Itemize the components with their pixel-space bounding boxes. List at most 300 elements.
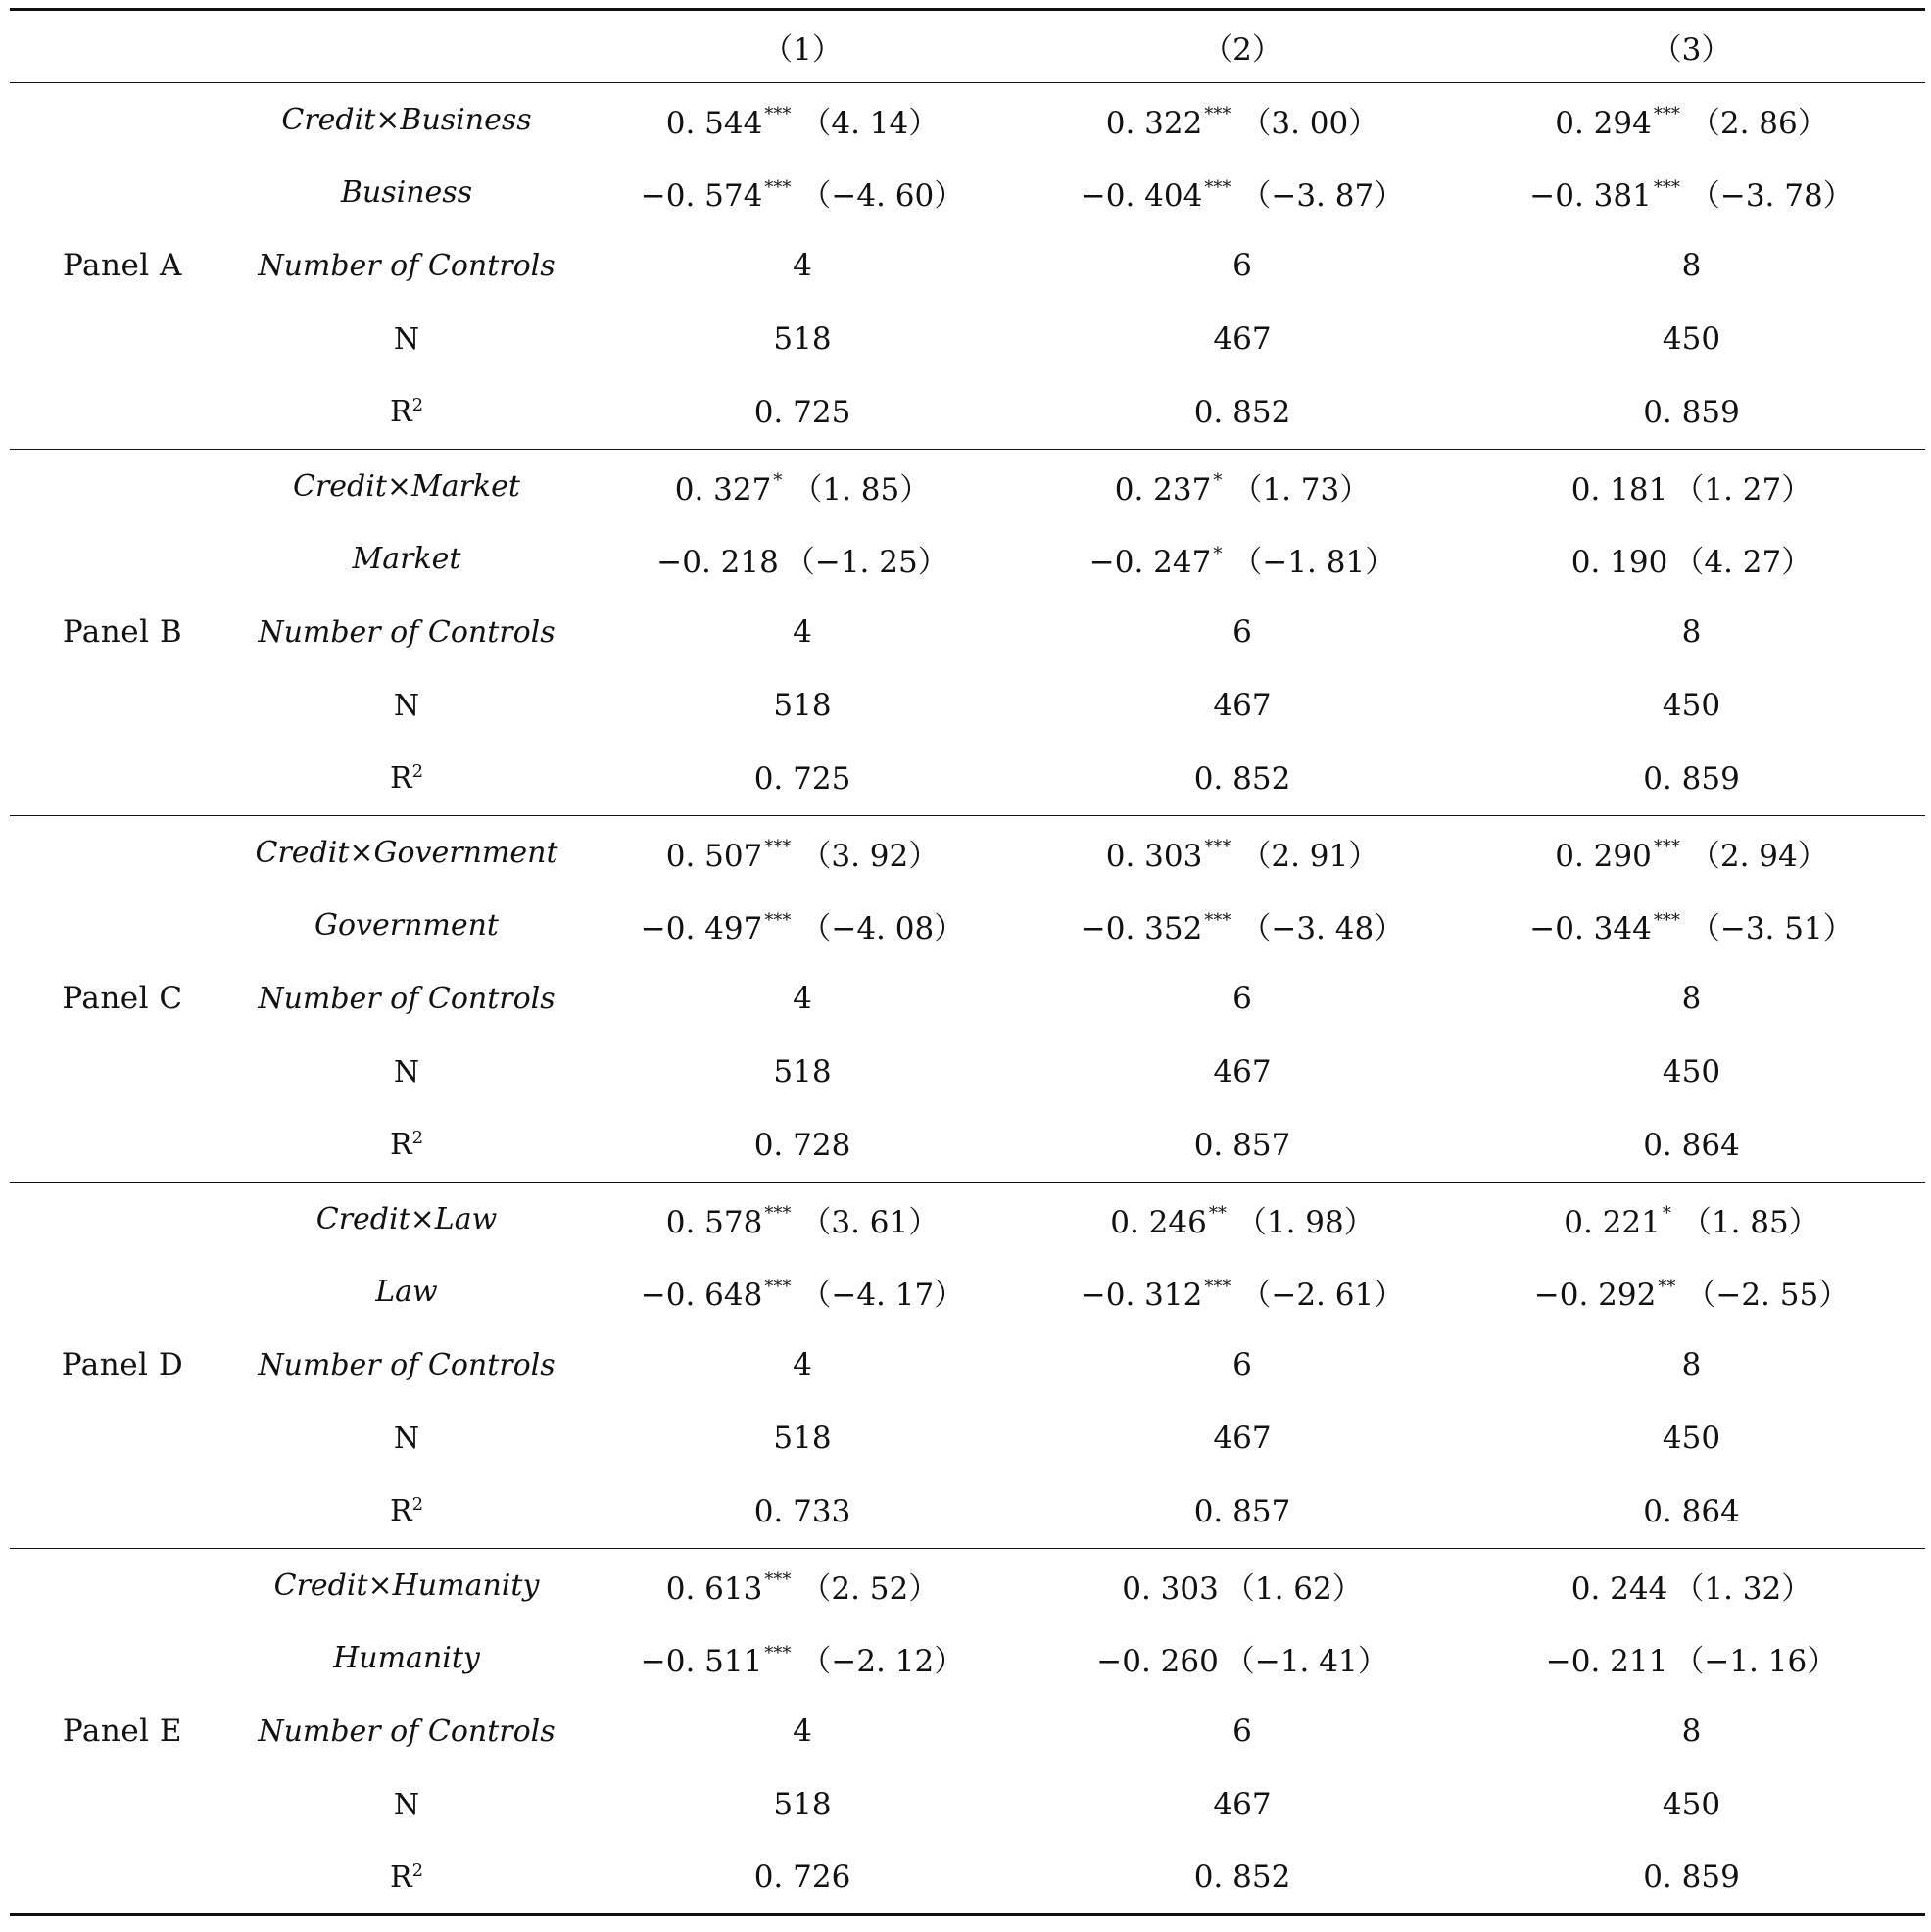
model-1-cell bbox=[578, 1621, 1027, 1695]
variable-name bbox=[235, 596, 578, 669]
table-row bbox=[10, 1255, 1925, 1328]
coefficient-value: −0. 497 bbox=[640, 911, 763, 947]
model-3-cell bbox=[1458, 522, 1925, 596]
variable-name bbox=[235, 229, 578, 303]
t-statistic: （−1. 25） bbox=[784, 545, 948, 581]
coefficient-value: −0. 344 bbox=[1529, 911, 1652, 947]
t-statistic: （−1. 81） bbox=[1231, 545, 1396, 581]
model-1-cell bbox=[578, 1109, 1027, 1183]
coefficient-value: 0. 852 bbox=[1193, 1860, 1291, 1896]
model-2-cell bbox=[1027, 1109, 1458, 1183]
variable-name bbox=[235, 1402, 578, 1475]
model-1-cell bbox=[578, 1695, 1027, 1768]
coefficient-value: 0. 852 bbox=[1193, 760, 1291, 797]
significance-stars: * bbox=[773, 470, 783, 492]
coefficient-value: 0. 290 bbox=[1555, 838, 1652, 874]
variable-name bbox=[235, 156, 578, 229]
model-1-cell bbox=[578, 83, 1027, 157]
superscript: 2 bbox=[411, 395, 424, 416]
model-3-cell bbox=[1458, 1255, 1925, 1328]
model-3-cell bbox=[1458, 1695, 1925, 1768]
coefficient-value: −0. 292 bbox=[1533, 1278, 1657, 1314]
coefficient-value: 0. 221 bbox=[1564, 1204, 1661, 1240]
coefficient-value: 0. 322 bbox=[1105, 105, 1203, 141]
model-2-cell bbox=[1027, 962, 1458, 1036]
significance-stars: *** bbox=[764, 1203, 792, 1225]
coefficient-value: 518 bbox=[773, 1787, 832, 1823]
coefficient-value: −0. 260 bbox=[1096, 1644, 1219, 1680]
coefficient-value: 0. 725 bbox=[753, 394, 851, 430]
model-2-cell bbox=[1027, 522, 1458, 596]
model-2-cell bbox=[1027, 1255, 1458, 1328]
model-1-cell bbox=[578, 889, 1027, 962]
significance-stars: * bbox=[1213, 543, 1223, 564]
significance-stars: * bbox=[1213, 470, 1223, 492]
panel-label: Panel E bbox=[62, 1713, 183, 1749]
coefficient-value: −0. 247 bbox=[1088, 545, 1212, 581]
significance-stars: * bbox=[1662, 1203, 1671, 1225]
table-row bbox=[10, 669, 1925, 743]
coefficient-value: 0. 859 bbox=[1643, 394, 1740, 430]
model-3-cell bbox=[1458, 1328, 1925, 1402]
table-header bbox=[10, 10, 1925, 83]
coefficient-value: 467 bbox=[1213, 321, 1272, 358]
coefficient-value: 450 bbox=[1662, 688, 1721, 724]
variable-label: N bbox=[393, 321, 420, 357]
coefficient-value: 450 bbox=[1662, 1421, 1721, 1457]
table-row bbox=[10, 1621, 1925, 1695]
coefficient-value: 8 bbox=[1681, 981, 1702, 1017]
coefficient-value: 518 bbox=[773, 688, 832, 724]
model-3-cell bbox=[1458, 1842, 1925, 1915]
superscript: 2 bbox=[411, 1494, 424, 1516]
coefficient-value: −0. 511 bbox=[640, 1644, 763, 1680]
table-row bbox=[10, 962, 1925, 1036]
table-row bbox=[10, 376, 1925, 450]
model-2-cell bbox=[1027, 1621, 1458, 1695]
t-statistic: （1. 85） bbox=[792, 471, 931, 507]
t-statistic: （3. 00） bbox=[1240, 105, 1379, 141]
coefficient-value: 0. 857 bbox=[1193, 1493, 1291, 1529]
variable-label: N bbox=[393, 1054, 420, 1089]
model-1-cell bbox=[578, 596, 1027, 669]
variable-label: Credit×Business bbox=[281, 102, 532, 137]
significance-stars: ** bbox=[1658, 1276, 1676, 1297]
header-model-2: （2） bbox=[1202, 32, 1282, 68]
coefficient-value: 4 bbox=[793, 1347, 812, 1383]
variable-name bbox=[235, 1036, 578, 1109]
variable-name bbox=[235, 1109, 578, 1183]
variable-name bbox=[235, 83, 578, 157]
model-1-cell bbox=[578, 1475, 1027, 1549]
significance-stars: *** bbox=[1653, 837, 1680, 858]
model-1-cell bbox=[578, 522, 1027, 596]
variable-name bbox=[235, 1548, 578, 1621]
coefficient-value: 450 bbox=[1662, 321, 1721, 358]
variable-label: R bbox=[389, 1128, 412, 1163]
model-1-cell bbox=[578, 1402, 1027, 1475]
coefficient-value: 6 bbox=[1232, 1347, 1252, 1383]
model-3-cell bbox=[1458, 1109, 1925, 1183]
coefficient-value: 0. 613 bbox=[665, 1570, 763, 1607]
coefficient-value: 0. 294 bbox=[1555, 105, 1652, 141]
model-2-cell bbox=[1027, 229, 1458, 303]
t-statistic: （−4. 17） bbox=[800, 1278, 965, 1314]
coefficient-value: −0. 574 bbox=[640, 178, 763, 215]
t-statistic: （−1. 16） bbox=[1673, 1644, 1838, 1680]
variable-label: Law bbox=[375, 1275, 438, 1310]
model-3-cell bbox=[1458, 815, 1925, 889]
model-2-cell bbox=[1027, 1328, 1458, 1402]
coefficient-value: 4 bbox=[793, 981, 812, 1017]
variable-name bbox=[235, 1328, 578, 1402]
panel-section bbox=[10, 449, 1925, 815]
coefficient-value: 0. 544 bbox=[665, 105, 763, 141]
coefficient-value: 467 bbox=[1213, 688, 1272, 724]
model-3-cell bbox=[1458, 376, 1925, 450]
coefficient-value: 6 bbox=[1232, 614, 1252, 651]
variable-label: Business bbox=[340, 175, 473, 211]
coefficient-value: −0. 312 bbox=[1080, 1278, 1203, 1314]
coefficient-value: −0. 648 bbox=[640, 1278, 763, 1314]
panel-section bbox=[10, 815, 1925, 1182]
variable-name bbox=[235, 815, 578, 889]
t-statistic: （2. 94） bbox=[1689, 838, 1828, 874]
model-2-cell bbox=[1027, 1548, 1458, 1621]
coefficient-value: 6 bbox=[1232, 248, 1252, 284]
model-2-cell bbox=[1027, 376, 1458, 450]
coefficient-value: 0. 246 bbox=[1110, 1204, 1207, 1240]
model-3-cell bbox=[1458, 449, 1925, 522]
coefficient-value: 8 bbox=[1681, 1347, 1702, 1383]
model-3-cell bbox=[1458, 1182, 1925, 1255]
model-1-cell bbox=[578, 1328, 1027, 1402]
table-row bbox=[10, 1036, 1925, 1109]
variable-label: R bbox=[389, 761, 412, 797]
significance-stars: *** bbox=[1204, 104, 1231, 125]
variable-name bbox=[235, 303, 578, 376]
variable-name bbox=[235, 962, 578, 1036]
significance-stars: *** bbox=[1204, 176, 1231, 198]
coefficient-value: 4 bbox=[793, 1714, 812, 1750]
model-1-cell bbox=[578, 1036, 1027, 1109]
variable-name bbox=[235, 1475, 578, 1549]
t-statistic: （1. 85） bbox=[1680, 1204, 1819, 1240]
t-statistic: （1. 32） bbox=[1673, 1570, 1812, 1607]
header-model-3: （3） bbox=[1651, 32, 1732, 68]
superscript: 2 bbox=[411, 1128, 424, 1149]
coefficient-value: 0. 733 bbox=[753, 1493, 851, 1529]
model-1-cell bbox=[578, 229, 1027, 303]
coefficient-value: 0. 190 bbox=[1570, 545, 1668, 581]
coefficient-value: 518 bbox=[773, 321, 832, 358]
panel-label: Panel D bbox=[61, 1347, 184, 1383]
variable-name bbox=[235, 1621, 578, 1695]
significance-stars: *** bbox=[764, 1642, 792, 1664]
table-row bbox=[10, 1328, 1925, 1402]
coefficient-value: −0. 352 bbox=[1080, 911, 1203, 947]
model-1-cell bbox=[578, 1842, 1027, 1915]
model-3-cell bbox=[1458, 962, 1925, 1036]
model-1-cell bbox=[578, 156, 1027, 229]
coefficient-value: 0. 859 bbox=[1643, 760, 1740, 797]
model-1-cell bbox=[578, 449, 1027, 522]
model-2-cell bbox=[1027, 1182, 1458, 1255]
panel-label: Panel C bbox=[62, 981, 183, 1017]
t-statistic: （−2. 55） bbox=[1685, 1278, 1850, 1314]
model-1-cell bbox=[578, 962, 1027, 1036]
t-statistic: （4. 27） bbox=[1673, 545, 1812, 581]
table-row bbox=[10, 889, 1925, 962]
table-row bbox=[10, 1548, 1925, 1621]
table-row bbox=[10, 815, 1925, 889]
variable-name bbox=[235, 1768, 578, 1842]
coefficient-value: 467 bbox=[1213, 1421, 1272, 1457]
variable-name bbox=[235, 1182, 578, 1255]
panel-label: Panel B bbox=[62, 614, 183, 651]
t-statistic: （2. 52） bbox=[800, 1570, 940, 1607]
model-2-cell bbox=[1027, 156, 1458, 229]
t-statistic: （−4. 60） bbox=[800, 178, 965, 215]
model-3-cell bbox=[1458, 743, 1925, 816]
model-3-cell bbox=[1458, 1548, 1925, 1621]
coefficient-value: 467 bbox=[1213, 1787, 1272, 1823]
table-row bbox=[10, 743, 1925, 816]
variable-label: R bbox=[389, 1860, 412, 1895]
table-row bbox=[10, 449, 1925, 522]
coefficient-value: 0. 303 bbox=[1122, 1570, 1219, 1607]
t-statistic: （−3. 78） bbox=[1689, 178, 1854, 215]
model-2-cell bbox=[1027, 1475, 1458, 1549]
coefficient-value: 0. 852 bbox=[1193, 394, 1291, 430]
t-statistic: （−2. 12） bbox=[800, 1644, 965, 1680]
model-3-cell bbox=[1458, 1475, 1925, 1549]
t-statistic: （−3. 48） bbox=[1240, 911, 1405, 947]
model-2-cell bbox=[1027, 743, 1458, 816]
model-3-cell bbox=[1458, 1621, 1925, 1695]
superscript: 2 bbox=[411, 761, 424, 783]
coefficient-value: 518 bbox=[773, 1054, 832, 1090]
coefficient-value: 4 bbox=[793, 614, 812, 651]
variable-name bbox=[235, 889, 578, 962]
significance-stars: *** bbox=[1204, 837, 1231, 858]
variable-name bbox=[235, 1255, 578, 1328]
regression-table-document bbox=[10, 8, 1925, 1916]
model-2-cell bbox=[1027, 83, 1458, 157]
variable-label: R bbox=[389, 395, 412, 430]
table-row bbox=[10, 1842, 1925, 1915]
coefficient-value: 518 bbox=[773, 1421, 832, 1457]
significance-stars: ** bbox=[1208, 1203, 1227, 1225]
model-1-cell bbox=[578, 1182, 1027, 1255]
model-3-cell bbox=[1458, 669, 1925, 743]
coefficient-value: 450 bbox=[1662, 1054, 1721, 1090]
variable-name bbox=[235, 1842, 578, 1915]
t-statistic: （−1. 41） bbox=[1224, 1644, 1388, 1680]
model-3-cell bbox=[1458, 83, 1925, 157]
coefficient-value: 0. 507 bbox=[665, 838, 763, 874]
model-2-cell bbox=[1027, 889, 1458, 962]
coefficient-value: 0. 864 bbox=[1643, 1493, 1740, 1529]
table-row bbox=[10, 156, 1925, 229]
model-1-cell bbox=[578, 669, 1027, 743]
t-statistic: （2. 86） bbox=[1689, 105, 1828, 141]
model-1-cell bbox=[578, 815, 1027, 889]
coefficient-value: −0. 211 bbox=[1545, 1644, 1668, 1680]
significance-stars: *** bbox=[1653, 909, 1680, 931]
header-row bbox=[10, 10, 1925, 83]
coefficient-value: 8 bbox=[1681, 614, 1702, 651]
model-2-cell bbox=[1027, 303, 1458, 376]
model-1-cell bbox=[578, 376, 1027, 450]
variable-name bbox=[235, 1695, 578, 1768]
table-row bbox=[10, 1695, 1925, 1768]
significance-stars: *** bbox=[764, 1276, 792, 1297]
model-2-cell bbox=[1027, 1695, 1458, 1768]
variable-label: Number of Controls bbox=[258, 1347, 555, 1382]
model-2-cell bbox=[1027, 1036, 1458, 1109]
model-3-cell bbox=[1458, 1768, 1925, 1842]
t-statistic: （1. 98） bbox=[1235, 1204, 1375, 1240]
header-panel bbox=[10, 10, 235, 83]
coefficient-value: 0. 578 bbox=[665, 1204, 763, 1240]
regression-table bbox=[10, 8, 1925, 1916]
variable-label: Market bbox=[352, 542, 461, 577]
model-1-cell bbox=[578, 1768, 1027, 1842]
t-statistic: （−2. 61） bbox=[1240, 1278, 1405, 1314]
variable-name bbox=[235, 449, 578, 522]
coefficient-value: 0. 725 bbox=[753, 760, 851, 797]
variable-label: Credit×Law bbox=[315, 1201, 498, 1236]
model-3-cell bbox=[1458, 156, 1925, 229]
coefficient-value: 8 bbox=[1681, 1714, 1702, 1750]
model-2-cell bbox=[1027, 815, 1458, 889]
variable-label: Number of Controls bbox=[258, 981, 555, 1016]
model-3-cell bbox=[1458, 889, 1925, 962]
variable-label: Credit×Government bbox=[255, 835, 558, 870]
superscript: 2 bbox=[411, 1860, 424, 1881]
coefficient-value: 0. 181 bbox=[1570, 471, 1668, 507]
t-statistic: （1. 73） bbox=[1231, 471, 1371, 507]
t-statistic: （3. 92） bbox=[800, 838, 940, 874]
significance-stars: *** bbox=[1653, 104, 1680, 125]
t-statistic: （4. 14） bbox=[800, 105, 940, 141]
model-2-cell bbox=[1027, 596, 1458, 669]
coefficient-value: 0. 327 bbox=[674, 471, 772, 507]
variable-name bbox=[235, 376, 578, 450]
table-row bbox=[10, 1768, 1925, 1842]
variable-label: Number of Controls bbox=[258, 248, 555, 283]
significance-stars: *** bbox=[764, 104, 792, 125]
t-statistic: （3. 61） bbox=[800, 1204, 940, 1240]
significance-stars: *** bbox=[764, 837, 792, 858]
table-row bbox=[10, 1402, 1925, 1475]
t-statistic: （−3. 51） bbox=[1689, 911, 1854, 947]
model-3-cell bbox=[1458, 303, 1925, 376]
coefficient-value: −0. 381 bbox=[1529, 178, 1652, 215]
model-1-cell bbox=[578, 1255, 1027, 1328]
coefficient-value: −0. 218 bbox=[656, 545, 779, 581]
t-statistic: （1. 62） bbox=[1224, 1570, 1363, 1607]
coefficient-value: 0. 864 bbox=[1643, 1127, 1740, 1163]
variable-label: Number of Controls bbox=[258, 1714, 555, 1749]
model-2-cell bbox=[1027, 1402, 1458, 1475]
coefficient-value: 6 bbox=[1232, 1714, 1252, 1750]
model-2-cell bbox=[1027, 1768, 1458, 1842]
variable-name bbox=[235, 669, 578, 743]
coefficient-value: 0. 237 bbox=[1114, 471, 1212, 507]
model-3-cell bbox=[1458, 596, 1925, 669]
variable-name bbox=[235, 743, 578, 816]
table-row bbox=[10, 1182, 1925, 1255]
table-row bbox=[10, 229, 1925, 303]
table-row bbox=[10, 1475, 1925, 1549]
model-1-cell bbox=[578, 1548, 1027, 1621]
significance-stars: *** bbox=[764, 909, 792, 931]
header-variable bbox=[235, 10, 578, 83]
model-3-cell bbox=[1458, 1036, 1925, 1109]
significance-stars: *** bbox=[764, 176, 792, 198]
coefficient-value: 0. 857 bbox=[1193, 1127, 1291, 1163]
t-statistic: （1. 27） bbox=[1673, 471, 1812, 507]
panel-section bbox=[10, 1548, 1925, 1914]
coefficient-value: 0. 303 bbox=[1105, 838, 1203, 874]
table-row bbox=[10, 83, 1925, 157]
variable-label: Humanity bbox=[333, 1641, 480, 1676]
significance-stars: *** bbox=[1204, 909, 1231, 931]
coefficient-value: 4 bbox=[793, 248, 812, 284]
panel-section bbox=[10, 83, 1925, 450]
panel-label: Panel A bbox=[63, 248, 182, 284]
model-2-cell bbox=[1027, 669, 1458, 743]
variable-label: Credit×Humanity bbox=[273, 1568, 540, 1603]
coefficient-value: 0. 728 bbox=[753, 1127, 851, 1163]
coefficient-value: 467 bbox=[1213, 1054, 1272, 1090]
coefficient-value: 450 bbox=[1662, 1787, 1721, 1823]
table-row bbox=[10, 303, 1925, 376]
coefficient-value: −0. 404 bbox=[1080, 178, 1203, 215]
model-1-cell bbox=[578, 743, 1027, 816]
coefficient-value: 0. 244 bbox=[1570, 1570, 1668, 1607]
t-statistic: （−4. 08） bbox=[800, 911, 965, 947]
variable-name bbox=[235, 522, 578, 596]
coefficient-value: 0. 726 bbox=[753, 1860, 851, 1896]
model-1-cell bbox=[578, 303, 1027, 376]
table-row bbox=[10, 522, 1925, 596]
model-3-cell bbox=[1458, 1402, 1925, 1475]
coefficient-value: 6 bbox=[1232, 981, 1252, 1017]
variable-label: N bbox=[393, 688, 420, 723]
significance-stars: *** bbox=[1653, 176, 1680, 198]
coefficient-value: 0. 859 bbox=[1643, 1860, 1740, 1896]
variable-label: R bbox=[389, 1494, 412, 1529]
t-statistic: （−3. 87） bbox=[1240, 178, 1405, 215]
t-statistic: （2. 91） bbox=[1240, 838, 1379, 874]
variable-label: Government bbox=[314, 908, 499, 943]
header-model-1: （1） bbox=[762, 32, 843, 68]
variable-label: Credit×Market bbox=[293, 468, 520, 504]
panel-section bbox=[10, 1182, 1925, 1548]
variable-label: N bbox=[393, 1787, 420, 1822]
model-2-cell bbox=[1027, 1842, 1458, 1915]
coefficient-value: 8 bbox=[1681, 248, 1702, 284]
table-row bbox=[10, 596, 1925, 669]
table-row bbox=[10, 1109, 1925, 1183]
model-3-cell bbox=[1458, 229, 1925, 303]
model-2-cell bbox=[1027, 449, 1458, 522]
variable-label: N bbox=[393, 1421, 420, 1456]
significance-stars: *** bbox=[764, 1570, 792, 1591]
